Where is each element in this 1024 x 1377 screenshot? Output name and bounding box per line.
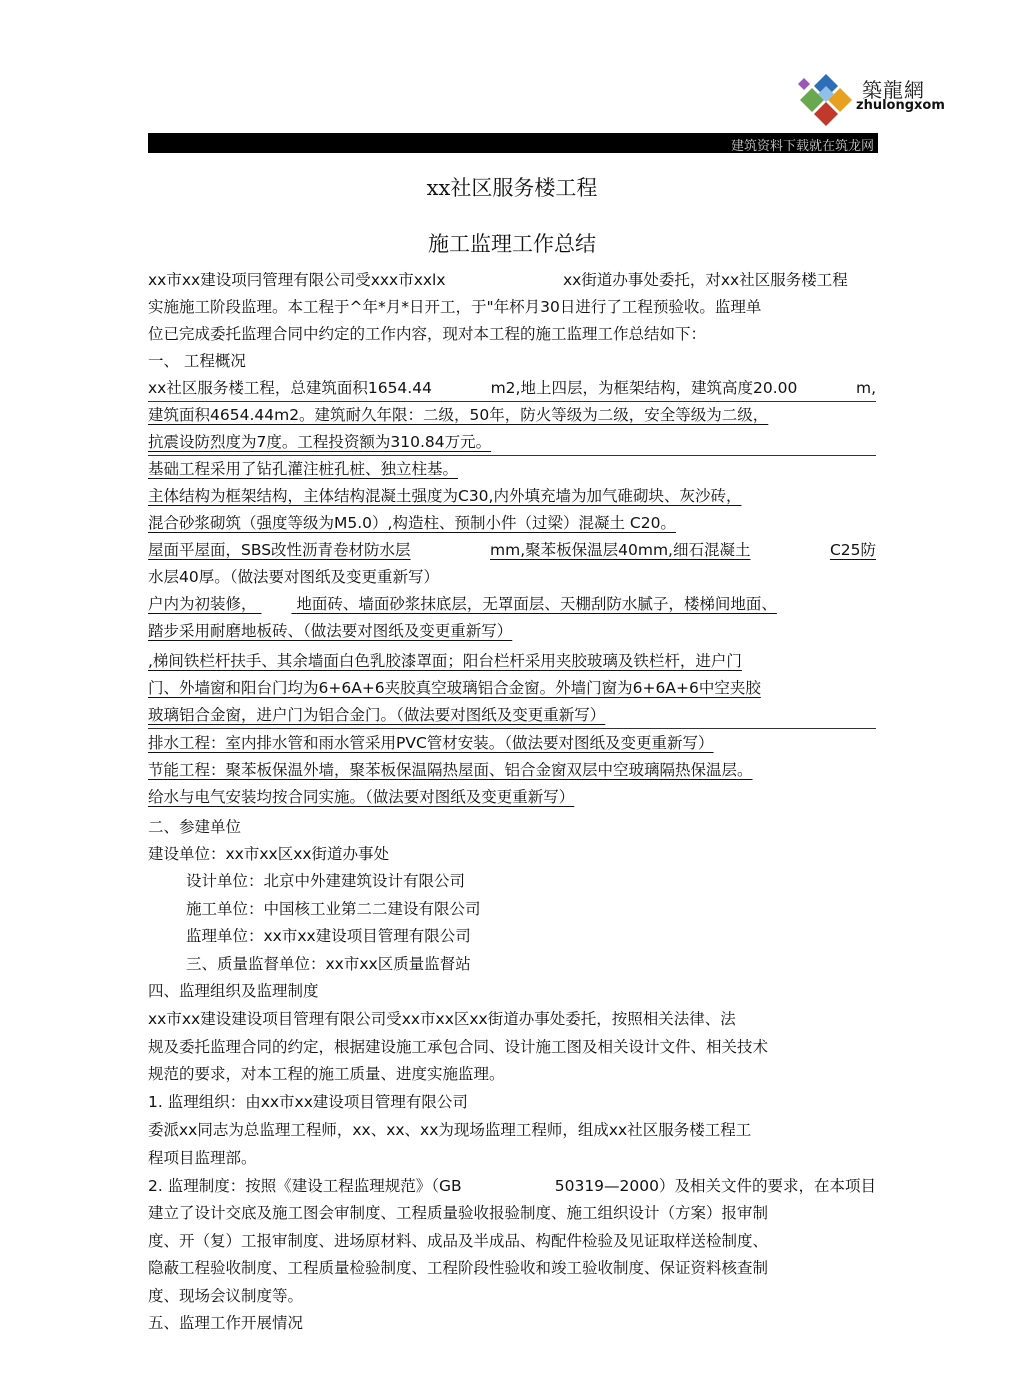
unit-contractor: 施工单位：中国核工业第二二建设有限公司 [186,900,481,918]
overview-line-8: 水层40厚。（做法要对图纸及变更重新写） [148,568,439,586]
unit-owner: 建设单位：xx市xx区xx街道办事处 [148,845,390,863]
org-item-1-line-3: 程项目监理部。 [148,1149,257,1167]
org-para-line-1: xx市xx建设建设项目管理有限公司受xx市xx区xx街道办事处委托，按照相关法律、法 [148,1010,736,1028]
intro-line-3: 位已完成委托监理合同中约定的工作内容，现对本工程的施工监理工作总结如下： [148,325,707,343]
org-item-2-line-3: 度、开（复）工报审制度、进场原材料、成品及半成品、构配件检验及见证取样送检制度、 [148,1232,769,1250]
org-item-2b: 50319—2000）及相关文件的要求，在本项目 [554,1177,876,1195]
unit-designer: 设计单位：北京中外建建筑设计有限公司 [186,872,466,890]
overview-line-4: 基础工程采用了钻孔灌注桩孔桩、独立柱基。 [148,460,459,478]
overview-line-9 [148,594,777,614]
org-item-1: 1. 监理组织：由xx市xx建设项目管理有限公司 [148,1093,468,1111]
unit-supervisor: 监理单位：xx市xx建设项目管理有限公司 [186,927,471,945]
overview-line-6: 混合砂浆砌筑（强度等级为M5.0）,构造柱、预制小件（过梁）混凝土 C20。 [148,514,676,532]
org-item-2-line-4: 隐蔽工程验收制度、工程质量检验制度、工程阶段性验收和竣工验收制度、保证资料核查制 [148,1259,769,1277]
overview-line-7 [148,540,876,560]
overview-line-7a: 屋面平屋面，SBS改性沥青卷材防水层 [148,541,411,559]
overview-line-13: 玻璃铝合金窗，进户门为铝合金门。（做法要对图纸及变更重新写） [148,706,606,724]
overview-line-9b: 地面砖、墙面砂浆抹底层，无罩面层、天棚刮防水腻子，楼梯间地面、 [296,595,777,613]
intro-line-2: 实施施工阶段监理。本工程于^年*月*日开工，于"年杯月30日进行了工程预验收。监理单 [148,298,762,316]
org-para-line-3: 规范的要求，对本工程的施工质量、进度实施监理。 [148,1065,505,1083]
underline-rule [148,401,876,402]
overview-line-14: 排水工程：室内排水管和雨水管采用PVC管材安装。（做法要对图纸及变更重新写） [148,734,714,752]
intro-line-1a: xx市xx建设项冃管理有限公司受xxx市xxlx [148,271,446,289]
org-item-2-line-2: 建立了设计交底及施工图会审制度、工程质量验收报验制度、施工组织设计（方案）报审制 [148,1204,769,1222]
org-item-2-line-5: 度、现场会议制度等。 [148,1287,304,1305]
overview-line-3: 抗震设防烈度为7度。工程投资额为310.84万元。 [148,433,492,451]
section-5-heading: 五、监理工作开展情况 [148,1314,304,1332]
overview-line-1b: m2,地上四层，为框架结构，建筑高度20.00 [490,379,798,397]
overview-line-1a: xx社区服务楼工程，总建筑面积1654.44 [148,379,432,397]
document-subtitle: 施工监理工作总结 [428,232,596,256]
overview-line-15: 节能工程：聚苯板保温外墙，聚苯板保温隔热屋面、铝合金窗双层中空玻璃隔热保温层。 [148,761,753,779]
overview-line-12: 门、外墙窗和阳台门均为6+6A+6夹胶真空玻璃铝合金窗。外墙门窗为6+6A+6中空夹胶 [148,679,761,697]
org-item-1-line-2: 委派xx同志为总监理工程师，xx、xx、xx为现场监理工程师，组成xx社区服务楼工程工 [148,1121,752,1139]
section-3-heading: 三、质量监督单位：xx市xx区质量监督站 [186,955,471,973]
section-2-heading: 二、参建单位 [148,818,242,836]
org-item-2a: 2. 监理制度：按照《建设工程监理规范》（GB [148,1177,462,1195]
document-title: xx社区服务楼工程 [426,176,598,200]
logo-brand-cn: 築龍網 [862,78,925,102]
overview-line-5: 主体结构为框架结构，主体结构混凝土强度为C30,内外填充墙为加气碓砌块、灰沙砖， [148,487,742,505]
zhulong-logo [796,72,966,130]
overview-line-7c: C25防 [829,541,876,559]
logo-brand-en: zhulongxom [856,98,945,113]
overview-line-1 [148,378,876,398]
intro-line-1b: xx街道办事处委托，对xx社区服务楼工程 [563,271,848,289]
overview-line-1c: m, [855,379,876,397]
overview-line-11: ,梯间铁栏杆扶手、其余墙面白色乳胶漆罩面；阳台栏杆采用夹胶玻璃及铁栏杆，进户门 [148,652,742,670]
underline-rule [148,455,876,456]
org-para-line-2: 规及委托监理合同的约定，根据建设施工承包合同、设计施工图及相关设计文件、相关技术 [148,1038,769,1056]
overview-line-9a: 户内为初装修， [148,595,257,613]
section-1-heading: 一、 工程概况 [148,352,246,370]
overview-line-16: 给水与电气安装均按合同实施。（做法要对图纸及变更重新写） [148,788,575,806]
org-item-2 [148,1176,876,1196]
header-band-text: 建筑资料下载就在筑龙网 [730,139,874,154]
overview-line-10: 踏步采用耐磨地板砖、（做法要对图纸及变更重新写） [148,622,513,640]
header-band [148,133,878,153]
logo-mark-icon [796,72,860,130]
underline-rule [148,728,876,729]
overview-line-7b: mm,聚苯板保温层40mm,细石混凝土 [490,541,751,559]
section-4-heading: 四、监理组织及监理制度 [148,982,319,1000]
overview-line-2: 建筑面积4654.44m2。建筑耐久年限：二级，50年，防火等级为二级，安全等级为二级， [148,406,769,424]
